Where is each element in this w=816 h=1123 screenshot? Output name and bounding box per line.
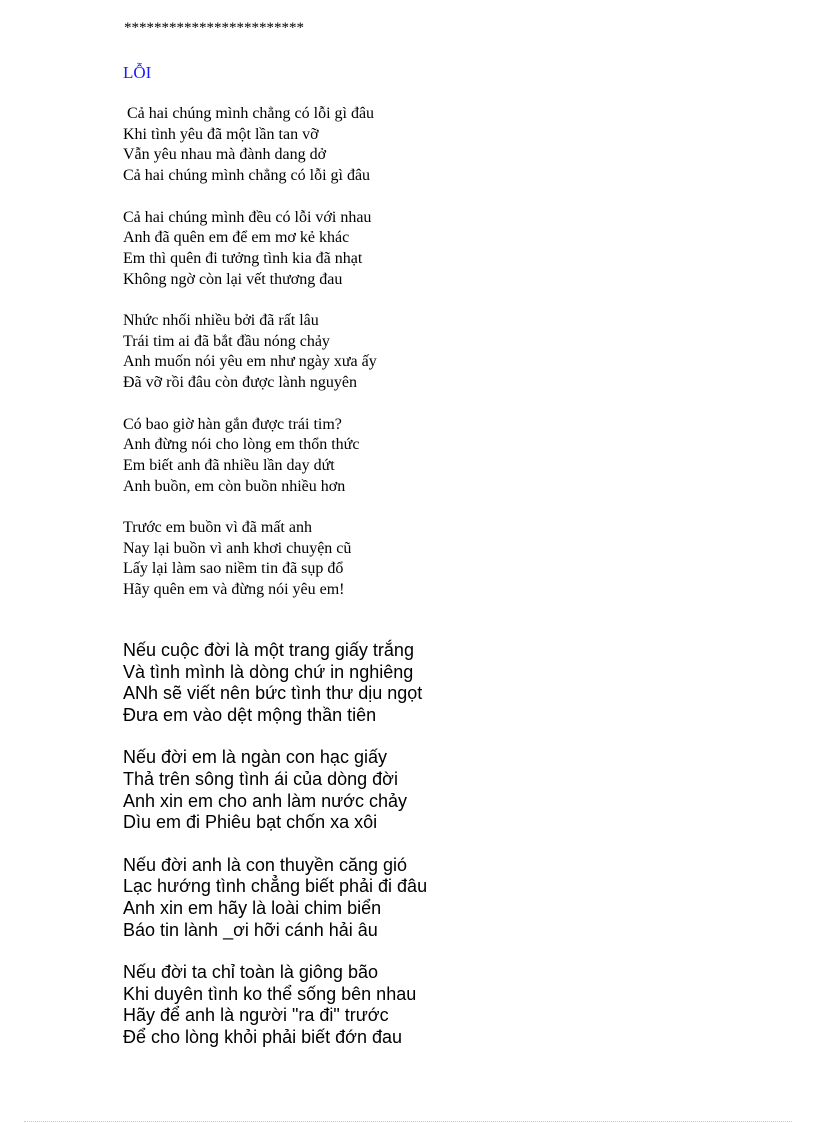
poem-line: Dìu em đi Phiêu bạt chốn xa xôi [123, 812, 378, 833]
poem-line: Nhức nhối nhiều bởi đã rất lâu [123, 312, 319, 329]
poem-line: Nếu đời em là ngàn con hạc giấy [123, 747, 387, 768]
poem-line: Nếu đời ta chỉ toàn là giông bão [123, 962, 378, 983]
poem-line: ANh sẽ viết nên bức tình thư dịu ngọt [123, 683, 423, 704]
page-bottom-edge [24, 1121, 792, 1122]
stanza [123, 208, 377, 291]
stanza [123, 640, 427, 726]
stanza [123, 747, 427, 833]
poem-loi [123, 104, 377, 601]
poem-line: Nếu cuộc đời là một trang giấy trắng [123, 640, 414, 660]
poem-line: Nếu đời anh là con thuyền căng gió [123, 854, 408, 875]
poem-line: Em thì quên đi tưởng tình kia đã nhạt [123, 249, 363, 267]
poem-line: Nay lại buồn vì anh khơi chuyện cũ [123, 539, 352, 557]
poem-line: Cả hai chúng mình chẳng có lỗi gì đâu [123, 167, 371, 185]
stanza [123, 104, 377, 187]
poem-line: Trước em buồn vì đã mất anh [123, 519, 312, 536]
poem-line: Lấy lại làm sao niềm tin đã sụp đổ [123, 560, 344, 578]
poem-line: Em biết anh đã nhiều lần day dứt [123, 456, 335, 474]
poem-line: Để cho lòng khỏi phải biết đớn đau [123, 1026, 402, 1047]
poem-line: Hãy để anh là người "ra đi" trước [123, 1005, 389, 1026]
poem-line: Không ngờ còn lại vết thương đau [123, 270, 343, 288]
stanza [123, 962, 427, 1048]
poem-line: Cả hai chúng mình chẳng có lỗi gì đâu [123, 105, 375, 122]
stanza [123, 311, 377, 394]
stanza [123, 518, 377, 601]
poem-line: Anh đã quên em để em mơ kẻ khác [123, 229, 350, 247]
poem-line: Có bao giờ hàn gắn được trái tim? [123, 415, 342, 433]
poem-line: Anh xin em hãy là loài chim biển [123, 897, 382, 918]
poem-line: Anh đừng nói cho lòng em thổn thức [123, 436, 360, 454]
stanza [123, 855, 427, 941]
poem-line: Khi duyên tình ko thể sống bên nhau [123, 983, 417, 1004]
poem-line: Báo tin lành _ơi hỡi cánh hải âu [123, 919, 378, 940]
poem-line: Anh buồn, em còn buồn nhiều hơn [123, 477, 346, 495]
poem-line: Khi tình yêu đã một lần tan vỡ [123, 125, 319, 143]
poem-line: Anh muốn nói yêu em như ngày xưa ấy [123, 353, 377, 371]
stanza [123, 415, 377, 498]
poem-line: Đưa em vào dệt mộng thần tiên [123, 704, 377, 725]
poem-line: Lạc hướng tình chẳng biết phải đi đâu [123, 876, 428, 897]
poem-line: Hãy quên em và đừng nói yêu em! [123, 581, 345, 599]
poem-line: Anh xin em cho anh làm nước chảy [123, 790, 407, 811]
poem-line: Cả hai chúng mình đều có lỗi với nhau [123, 208, 372, 226]
poem-line: Và tình mình là dòng chứ in nghiêng [123, 661, 414, 682]
poem-line: Thả trên sông tình ái của dòng đời [123, 768, 398, 789]
separator-line: ************************ [124, 20, 304, 36]
poem-title: LỖI [123, 63, 152, 82]
poem-line: Đã vỡ rồi đâu còn được lành nguyên [123, 374, 357, 392]
poem-line: Vẫn yêu nhau mà đành dang dở [123, 146, 327, 164]
poem-neu-cuoc-doi [123, 640, 427, 1049]
poem-line: Trái tim ai đã bắt đầu nóng chảy [123, 332, 330, 350]
